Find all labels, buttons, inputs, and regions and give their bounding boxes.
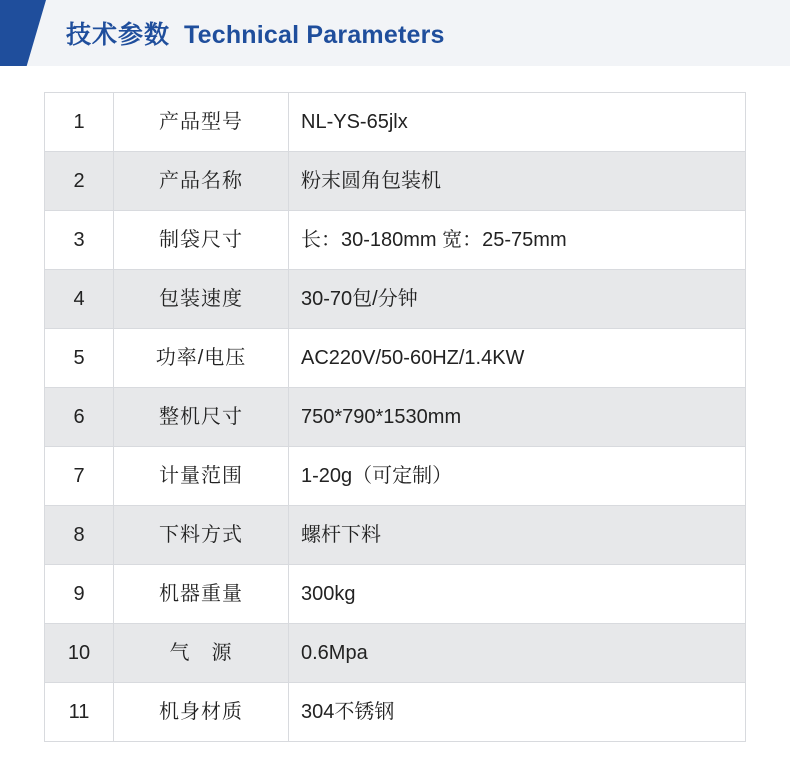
row-value: 粉末圆角包装机: [289, 152, 746, 211]
row-index: 8: [45, 506, 114, 565]
table-row: [45, 152, 746, 211]
row-value: AC220V/50-60HZ/1.4KW: [289, 329, 746, 388]
spec-table-container: [0, 66, 790, 742]
table-row: [45, 447, 746, 506]
table-row: [45, 565, 746, 624]
table-row: [45, 388, 746, 447]
row-value: 300kg: [289, 565, 746, 624]
spec-table: [44, 92, 746, 742]
row-index: 6: [45, 388, 114, 447]
row-index: 5: [45, 329, 114, 388]
spec-table-body: [45, 93, 746, 742]
table-row: [45, 329, 746, 388]
row-label: 包装速度: [114, 270, 289, 329]
table-row: [45, 624, 746, 683]
row-label: 产品型号: [114, 93, 289, 152]
row-value: 0.6Mpa: [289, 624, 746, 683]
section-title-cn: 技术参数: [66, 21, 171, 49]
row-index: 7: [45, 447, 114, 506]
row-index: 1: [45, 93, 114, 152]
table-row: [45, 683, 746, 742]
header-accent-shape: [0, 0, 46, 66]
row-label: 计量范围: [114, 447, 289, 506]
row-index: 4: [45, 270, 114, 329]
row-label: 制袋尺寸: [114, 211, 289, 270]
table-row: [45, 211, 746, 270]
row-index: 10: [45, 624, 114, 683]
row-label: 产品名称: [114, 152, 289, 211]
row-label: 整机尺寸: [114, 388, 289, 447]
row-value: 1-20g（可定制）: [289, 447, 746, 506]
table-row: [45, 270, 746, 329]
row-value: 304不锈钢: [289, 683, 746, 742]
row-index: 2: [45, 152, 114, 211]
row-value: NL-YS-65jlx: [289, 93, 746, 152]
row-label: 下料方式: [114, 506, 289, 565]
row-index: 3: [45, 211, 114, 270]
row-label: 机器重量: [114, 565, 289, 624]
header-titles: [66, 15, 445, 51]
table-row: [45, 506, 746, 565]
row-value: 螺杆下料: [289, 506, 746, 565]
row-label: 气 源: [114, 624, 289, 683]
row-value: 30-70包/分钟: [289, 270, 746, 329]
section-header: [0, 0, 790, 66]
row-label: 功率/电压: [114, 329, 289, 388]
row-value: 长：30-180mm 宽：25-75mm: [289, 211, 746, 270]
section-title-en: Technical Parameters: [184, 21, 445, 49]
table-row: [45, 93, 746, 152]
row-value: 750*790*1530mm: [289, 388, 746, 447]
row-index: 9: [45, 565, 114, 624]
row-index: 11: [45, 683, 114, 742]
row-label: 机身材质: [114, 683, 289, 742]
